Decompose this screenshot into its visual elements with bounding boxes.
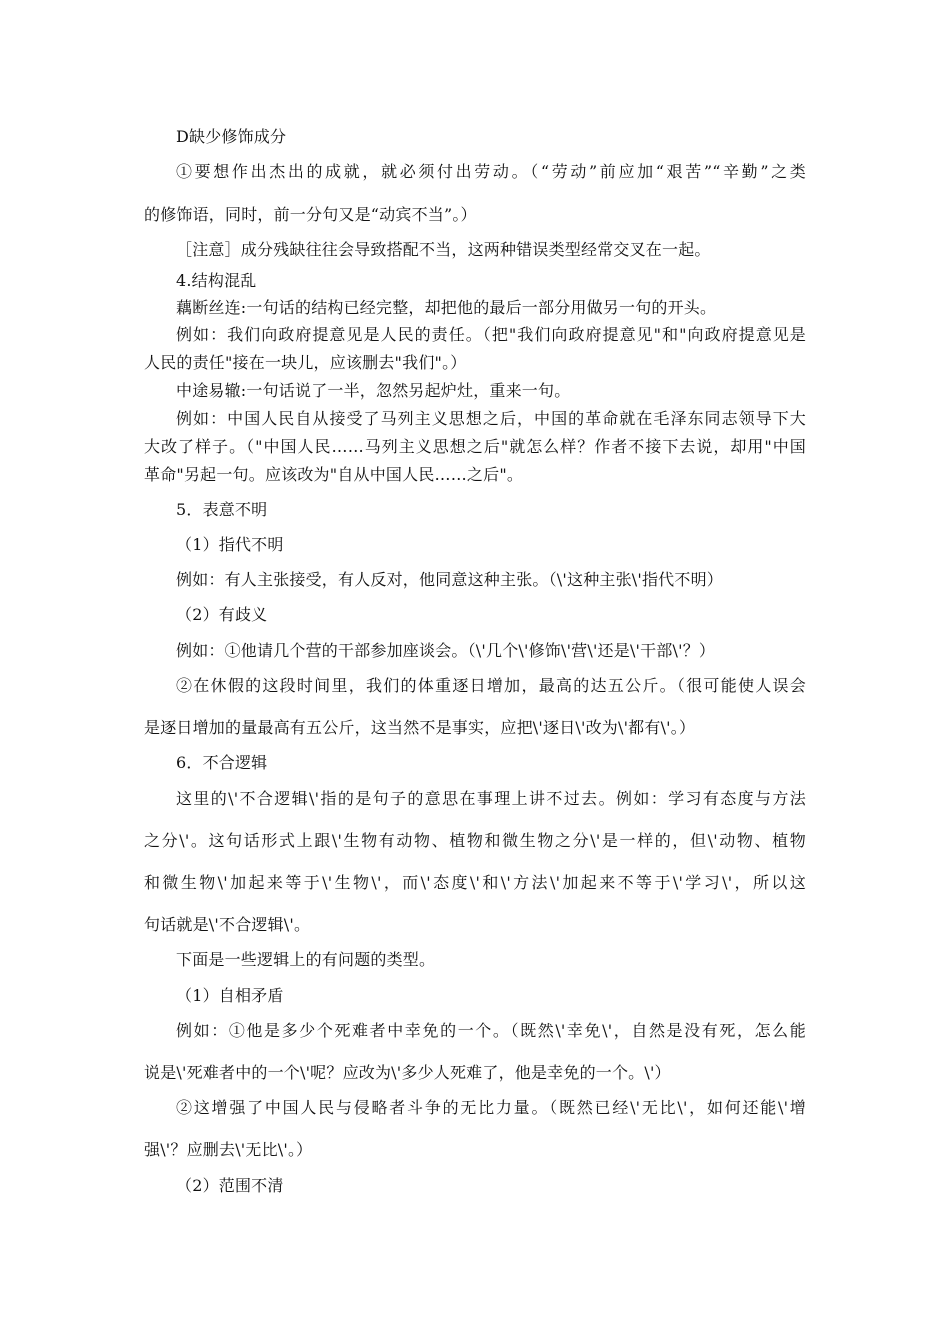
- text-line: （2）范围不清: [176, 1176, 284, 1195]
- text-line: 的修饰语，同时，前一分句又是“动宾不当”。）: [144, 205, 477, 224]
- text-line: 藕断丝连:一句话的结构已经完整，却把他的最后一部分用做另一句的开头。: [176, 298, 717, 317]
- text-line: 这里的\'不合逻辑\'指的是句子的意思在事理上讲不过去。例如：学习有态度与方法: [176, 789, 806, 808]
- text-line: ①要想作出杰出的成就，就必须付出劳动。（“劳动”前应加“艰苦”“辛勤”之类: [176, 162, 806, 181]
- text-line: 革命"另起一句。应该改为"自从中国人民……之后"。: [144, 465, 524, 484]
- text-line: 例如：①他是多少个死难者中幸免的一个。（既然\'幸免\'，自然是没有死，怎么能: [176, 1021, 806, 1040]
- text-line: 5．表意不明: [176, 500, 268, 519]
- text-line: （1）自相矛盾: [176, 986, 284, 1005]
- text-line: 下面是一些逻辑上的有问题的类型。: [176, 950, 436, 969]
- text-line: 人民的责任"接在一块儿，应该删去"我们"。）: [144, 353, 467, 372]
- text-line: ［注意］成分残缺往往会导致搭配不当，这两种错误类型经常交叉在一起。: [176, 240, 711, 259]
- text-line: 例如：我们向政府提意见是人民的责任。（把"我们向政府提意见"和"向政府提意见是: [176, 325, 806, 344]
- text-line: 大改了样子。（"中国人民……马列主义思想之后"就怎么样？作者不接下去说，却用"中国: [144, 437, 806, 456]
- text-line: 例如：①他请几个营的干部参加座谈会。（\'几个\'修饰\'营\'还是\'干部\'？）: [176, 641, 716, 660]
- text-line: 和微生物\'加起来等于\'生物\'，而\'态度\'和\'方法\'加起来不等于\'学习\'，所以这: [144, 873, 806, 892]
- text-line: 句话就是\'不合逻辑\'。: [144, 915, 311, 934]
- text-line: 例如：有人主张接受，有人反对，他同意这种主张。（\'这种主张\'指代不明）: [176, 570, 723, 589]
- text-line: 之分\'。这句话形式上跟\'生物有动物、植物和微生物之分\'是一样的，但\'动物、植物: [144, 831, 806, 850]
- text-line: （1）指代不明: [176, 535, 284, 554]
- text-line: 6．不合逻辑: [176, 753, 268, 772]
- text-line: D缺少修饰成分: [176, 127, 287, 146]
- text-line: ②在休假的这段时间里，我们的体重逐日增加，最高的达五公斤。（很可能使人误会: [176, 676, 806, 695]
- text-line: ②这增强了中国人民与侵略者斗争的无比力量。（既然已经\'无比\'，如何还能\'增: [176, 1098, 806, 1117]
- text-line: 是逐日增加的量最高有五公斤，这当然不是事实，应把\'逐日\'改为\'都有\'。）: [144, 718, 696, 737]
- text-line: 4.结构混乱: [176, 271, 257, 290]
- text-line: 说是\'死难者中的一个\'呢？应改为\'多少人死难了，他是幸免的一个。\'）: [144, 1063, 671, 1082]
- text-line: 强\'？应删去\'无比\'。）: [144, 1140, 313, 1159]
- text-line: （2）有歧义: [176, 605, 268, 624]
- text-line: 例如：中国人民自从接受了马列主义思想之后，中国的革命就在毛泽东同志领导下大: [176, 409, 806, 428]
- text-line: 中途易辙:一句话说了一半，忽然另起炉灶，重来一句。: [176, 381, 571, 400]
